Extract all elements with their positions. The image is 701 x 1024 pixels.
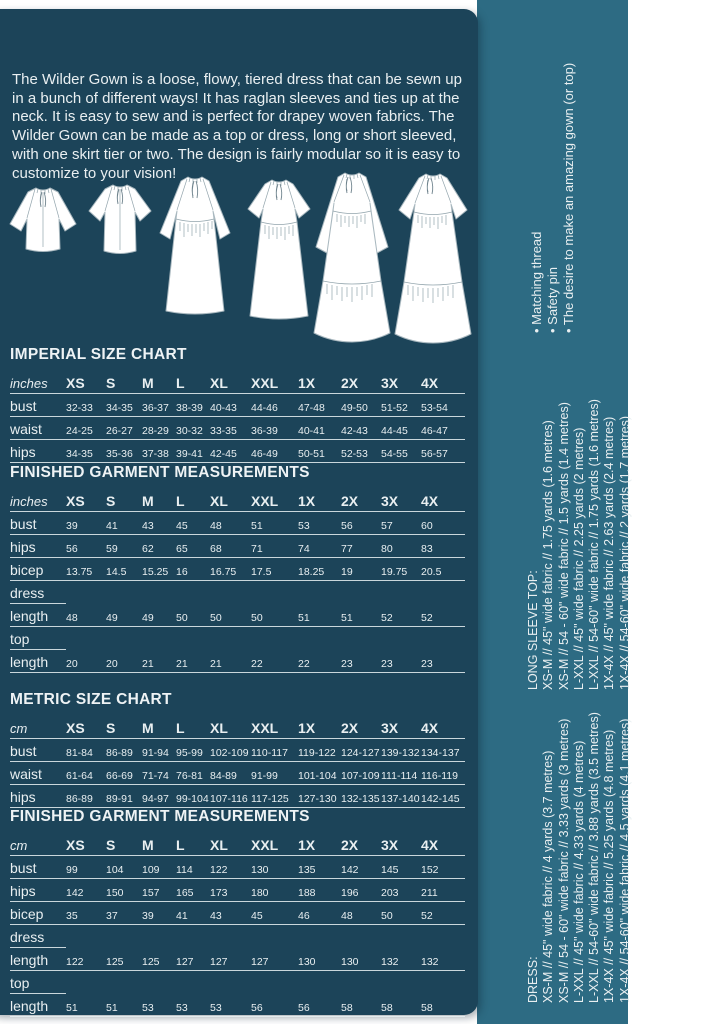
- table-cell: 56: [341, 512, 381, 535]
- size-column-header: S: [106, 716, 142, 739]
- size-column-header: XL: [210, 716, 251, 739]
- imperial-finished-measurements-section: [10, 464, 465, 673]
- table-cell: 36-39: [251, 417, 298, 440]
- table-cell: 51: [66, 994, 106, 1017]
- table-cell: 42-43: [341, 417, 381, 440]
- table-row: [10, 394, 465, 417]
- row-label: bicep: [10, 558, 66, 581]
- table-row: [10, 994, 465, 1017]
- table-cell: 50: [381, 902, 421, 925]
- size-column-header: 2X: [341, 833, 381, 856]
- table-cell: 33-35: [210, 417, 251, 440]
- table-cell: 14.5: [106, 558, 142, 581]
- table-cell: 20.5: [421, 558, 465, 581]
- table-cell: 81-84: [66, 739, 106, 762]
- table-cell: 132: [421, 948, 465, 971]
- table-cell: 91-94: [142, 739, 176, 762]
- table-cell: 40-41: [298, 417, 341, 440]
- row-label: top: [10, 971, 66, 994]
- table-cell: 28-29: [142, 417, 176, 440]
- table-cell: 53-54: [421, 394, 465, 417]
- size-column-header: 4X: [421, 489, 465, 512]
- table-row: [10, 948, 465, 971]
- table-cell: 50: [210, 604, 251, 627]
- section-title: IMPERIAL SIZE CHART: [10, 346, 187, 363]
- table-cell: 41: [106, 512, 142, 535]
- table-cell: 137-140: [381, 785, 421, 808]
- table-cell: 15.25: [142, 558, 176, 581]
- table-cell: 94-97: [142, 785, 176, 808]
- table-cell: 119-122: [298, 739, 341, 762]
- table-cell: 95-99: [176, 739, 210, 762]
- table-cell: 35-36: [106, 440, 142, 463]
- table-cell: 125: [106, 948, 142, 971]
- table-cell: 39-41: [176, 440, 210, 463]
- section-title: FINISHED GARMENT MEASUREMENTS: [10, 464, 310, 481]
- table-cell: 51-52: [381, 394, 421, 417]
- fabric-block-title: DRESS:: [526, 956, 540, 1003]
- table-cell: 66-69: [106, 762, 142, 785]
- intro-paragraph: The Wilder Gown is a loose, flowy, tiered dress that can be sewn up in a bunch of different ways! It has raglan sleeves and ties up at the neck. It is easy to sew and is perfect for drapey woven fabrics. The Wilder Gown can be made as a top or dress, long or short sleeved, with one skirt tier or two. The design is fairly modular so it is easy to customize to your vision!: [12, 71, 462, 182]
- table-cell: 38-39: [176, 394, 210, 417]
- row-label: bicep: [10, 902, 66, 925]
- garment-long-sleeve-top-icon: [8, 183, 78, 257]
- table-cell: 58: [421, 994, 465, 1017]
- metric-finished-measurements-section: [10, 808, 465, 1017]
- size-column-header: XL: [210, 371, 251, 394]
- table-cell: 59: [106, 535, 142, 558]
- table-cell: 135: [298, 856, 341, 879]
- table-cell: 80: [381, 535, 421, 558]
- table-cell: 188: [298, 879, 341, 902]
- section-title: FINISHED GARMENT MEASUREMENTS: [10, 808, 310, 825]
- table-cell: 127: [176, 948, 210, 971]
- row-label: top: [10, 627, 66, 650]
- row-label: length: [10, 948, 66, 971]
- table-cell: 53: [142, 994, 176, 1017]
- table-cell: 57: [381, 512, 421, 535]
- table-row: [10, 558, 465, 581]
- fabric-requirement-line: L-XXL // 54-60" wide fabric // 3.88 yards (3.5 metres): [587, 712, 602, 1003]
- row-label: bust: [10, 739, 66, 762]
- table-cell: 142: [66, 879, 106, 902]
- size-column-header: S: [106, 371, 142, 394]
- table-cell: 35: [66, 902, 106, 925]
- size-column-header: XXL: [251, 716, 298, 739]
- size-header-row: [10, 833, 465, 856]
- table-cell: 211: [421, 879, 465, 902]
- table-cell: 86-89: [66, 785, 106, 808]
- fabric-requirement-line: 1X-4X // 45" wide fabric // 2.63 yards (2.4 metres): [602, 416, 617, 690]
- table-cell: 116-119: [421, 762, 465, 785]
- table-cell: 150: [106, 879, 142, 902]
- notions-list: [529, 63, 577, 333]
- table-cell: 132: [381, 948, 421, 971]
- table-cell: 39: [142, 902, 176, 925]
- fabric-requirement-line: XS-M // 54 - 60" wide fabric // 1.5 yards (1.4 metres): [556, 402, 571, 690]
- table-cell: 127: [210, 948, 251, 971]
- size-column-header: 1X: [298, 716, 341, 739]
- table-cell: 117-125: [251, 785, 298, 808]
- table-cell: 145: [381, 856, 421, 879]
- table-cell: 49-50: [341, 394, 381, 417]
- table-cell: 16.75: [210, 558, 251, 581]
- size-column-header: L: [176, 489, 210, 512]
- size-table: [10, 716, 465, 808]
- table-row: [10, 417, 465, 440]
- table-cell: 65: [176, 535, 210, 558]
- table-cell: 62: [142, 535, 176, 558]
- table-row: [10, 762, 465, 785]
- row-label: hips: [10, 535, 66, 558]
- table-row: [10, 856, 465, 879]
- unit-label: inches: [10, 371, 66, 394]
- fabric-requirements-long-sleeve-top: [526, 350, 633, 690]
- table-cell: 124-127: [341, 739, 381, 762]
- table-cell: 125: [142, 948, 176, 971]
- table-cell: 71: [251, 535, 298, 558]
- table-cell: 45: [251, 902, 298, 925]
- unit-label: cm: [10, 716, 66, 739]
- size-column-header: M: [142, 833, 176, 856]
- table-cell: 56: [298, 994, 341, 1017]
- table-cell: 44-45: [381, 417, 421, 440]
- imperial-finished-table: [10, 489, 465, 673]
- table-cell: 76-81: [176, 762, 210, 785]
- size-column-header: 3X: [381, 833, 421, 856]
- table-cell: 30-32: [176, 417, 210, 440]
- table-cell: 46-47: [421, 417, 465, 440]
- table-cell: 203: [381, 879, 421, 902]
- table-cell: 56-57: [421, 440, 465, 463]
- table-cell: 84-89: [210, 762, 251, 785]
- main-panel: [0, 9, 478, 1015]
- table-row: [10, 971, 465, 994]
- size-column-header: XS: [66, 371, 106, 394]
- size-table: [10, 371, 465, 463]
- fabric-requirement-line: XS-M // 54 - 60" wide fabric // 3.33 yards (3 metres): [556, 718, 571, 1003]
- size-header-row: [10, 371, 465, 394]
- table-cell: 173: [210, 879, 251, 902]
- row-label: bust: [10, 512, 66, 535]
- table-row: [10, 627, 465, 650]
- fabric-requirement-line: 1X-4X // 54-60" wide fabric // 4.5 yards (4.1 metres): [617, 718, 632, 1003]
- row-label: hips: [10, 879, 66, 902]
- table-cell: 21: [210, 650, 251, 673]
- table-cell: 134-137: [421, 739, 465, 762]
- table-cell: 19: [341, 558, 381, 581]
- table-row: [10, 581, 465, 604]
- table-row: [10, 785, 465, 808]
- table-cell: 122: [66, 948, 106, 971]
- table-cell: 34-35: [66, 440, 106, 463]
- table-cell: 49: [142, 604, 176, 627]
- table-cell: 132-135: [341, 785, 381, 808]
- size-header-row: [10, 716, 465, 739]
- fabric-requirements-dress: [526, 679, 633, 1003]
- table-cell: 52: [421, 604, 465, 627]
- row-label: length: [10, 650, 66, 673]
- garment-long-sleeve-tiered-gown-icon: [312, 169, 392, 343]
- section-title: METRIC SIZE CHART: [10, 691, 172, 708]
- unit-label: cm: [10, 833, 66, 856]
- table-cell: 44-46: [251, 394, 298, 417]
- row-label: length: [10, 994, 66, 1017]
- table-cell: 130: [251, 856, 298, 879]
- garment-short-sleeve-midi-dress-icon: [244, 176, 314, 324]
- size-column-header: 2X: [341, 371, 381, 394]
- row-label: hips: [10, 440, 66, 463]
- fabric-requirement-line: 1X-4X // 45" wide fabric // 5.25 yards (4.8 metres): [602, 729, 617, 1003]
- table-cell: 21: [176, 650, 210, 673]
- table-row: [10, 879, 465, 902]
- table-cell: 51: [251, 512, 298, 535]
- size-column-header: XXL: [251, 489, 298, 512]
- size-column-header: M: [142, 716, 176, 739]
- size-column-header: L: [176, 833, 210, 856]
- size-column-header: 4X: [421, 833, 465, 856]
- size-column-header: XS: [66, 716, 106, 739]
- metric-size-chart-section: [10, 691, 465, 808]
- size-column-header: L: [176, 716, 210, 739]
- table-cell: 53: [176, 994, 210, 1017]
- size-column-header: 3X: [381, 489, 421, 512]
- row-label: dress: [10, 925, 66, 948]
- table-cell: 83: [421, 535, 465, 558]
- table-cell: [66, 581, 465, 604]
- table-cell: 48: [66, 604, 106, 627]
- table-cell: 48: [210, 512, 251, 535]
- row-label: bust: [10, 394, 66, 417]
- size-column-header: 2X: [341, 489, 381, 512]
- size-column-header: M: [142, 489, 176, 512]
- fabric-requirement-line: XS-M // 45" wide fabric // 1.75 yards (1.6 metres): [541, 420, 556, 690]
- garment-short-sleeve-tiered-gown-icon: [393, 170, 473, 344]
- row-label: dress: [10, 581, 66, 604]
- notion-item: • Safety pin: [545, 63, 561, 333]
- table-cell: 43: [142, 512, 176, 535]
- table-cell: 127-130: [298, 785, 341, 808]
- metric-finished-table: [10, 833, 465, 1017]
- table-cell: 32-33: [66, 394, 106, 417]
- size-table: [10, 833, 465, 1017]
- table-cell: 40-43: [210, 394, 251, 417]
- table-cell: 41: [176, 902, 210, 925]
- table-cell: 20: [66, 650, 106, 673]
- fabric-requirement-line: L-XXL // 54-60" wide fabric // 1.75 yards (1.6 metres): [587, 399, 602, 690]
- size-column-header: XL: [210, 833, 251, 856]
- size-column-header: M: [142, 371, 176, 394]
- size-column-header: XS: [66, 833, 106, 856]
- table-cell: 77: [341, 535, 381, 558]
- table-cell: 101-104: [298, 762, 341, 785]
- imperial-size-chart-section: [10, 346, 465, 463]
- table-cell: 142: [341, 856, 381, 879]
- table-cell: 53: [210, 994, 251, 1017]
- table-cell: 50: [176, 604, 210, 627]
- garment-short-sleeve-top-icon: [87, 180, 153, 260]
- size-table: [10, 489, 465, 673]
- table-cell: 110-117: [251, 739, 298, 762]
- table-cell: 99-104: [176, 785, 210, 808]
- size-column-header: 4X: [421, 371, 465, 394]
- table-cell: 180: [251, 879, 298, 902]
- table-cell: 51: [106, 994, 142, 1017]
- size-column-header: XL: [210, 489, 251, 512]
- table-cell: 107-109: [341, 762, 381, 785]
- row-label: waist: [10, 762, 66, 785]
- table-cell: 157: [142, 879, 176, 902]
- table-cell: 56: [251, 994, 298, 1017]
- table-cell: 18.25: [298, 558, 341, 581]
- garment-long-sleeve-midi-dress-icon: [157, 173, 233, 319]
- table-cell: 139-132: [381, 739, 421, 762]
- table-cell: 24-25: [66, 417, 106, 440]
- row-label: bust: [10, 856, 66, 879]
- size-column-header: XS: [66, 489, 106, 512]
- table-cell: 196: [341, 879, 381, 902]
- table-cell: 23: [421, 650, 465, 673]
- table-row: [10, 902, 465, 925]
- size-column-header: 1X: [298, 833, 341, 856]
- unit-label: inches: [10, 489, 66, 512]
- fabric-block-title: LONG SLEEVE TOP:: [526, 570, 540, 690]
- table-cell: 130: [298, 948, 341, 971]
- table-cell: 42-45: [210, 440, 251, 463]
- table-cell: 47-48: [298, 394, 341, 417]
- table-cell: 46-49: [251, 440, 298, 463]
- size-column-header: S: [106, 489, 142, 512]
- table-cell: 37: [106, 902, 142, 925]
- table-cell: 49: [106, 604, 142, 627]
- table-cell: 122: [210, 856, 251, 879]
- size-column-header: 2X: [341, 716, 381, 739]
- table-cell: 13.75: [66, 558, 106, 581]
- table-cell: 102-109: [210, 739, 251, 762]
- table-cell: 48: [341, 902, 381, 925]
- notion-item: • The desire to make an amazing gown (or top): [561, 63, 577, 333]
- table-cell: 37-38: [142, 440, 176, 463]
- notion-item: • Matching thread: [529, 63, 545, 333]
- table-cell: 26-27: [106, 417, 142, 440]
- size-column-header: 1X: [298, 371, 341, 394]
- table-cell: 21: [142, 650, 176, 673]
- size-column-header: S: [106, 833, 142, 856]
- table-cell: 53: [298, 512, 341, 535]
- table-cell: 104: [106, 856, 142, 879]
- table-cell: 61-64: [66, 762, 106, 785]
- table-cell: 86-89: [106, 739, 142, 762]
- imperial-size-table: [10, 371, 465, 463]
- table-cell: 17.5: [251, 558, 298, 581]
- table-cell: 36-37: [142, 394, 176, 417]
- row-label: hips: [10, 785, 66, 808]
- fabric-requirement-line: L-XXL // 45" wide fabric // 2.25 yards (2 metres): [571, 427, 586, 690]
- table-row: [10, 739, 465, 762]
- table-cell: 45: [176, 512, 210, 535]
- table-cell: 16: [176, 558, 210, 581]
- table-cell: 68: [210, 535, 251, 558]
- table-cell: 54-55: [381, 440, 421, 463]
- size-column-header: 3X: [381, 371, 421, 394]
- size-column-header: L: [176, 371, 210, 394]
- table-row: [10, 512, 465, 535]
- table-cell: 22: [298, 650, 341, 673]
- table-cell: 89-91: [106, 785, 142, 808]
- size-column-header: XXL: [251, 833, 298, 856]
- table-row: [10, 650, 465, 673]
- table-cell: 109: [142, 856, 176, 879]
- garment-illustrations: [8, 169, 474, 353]
- size-column-header: XXL: [251, 371, 298, 394]
- table-row: [10, 535, 465, 558]
- table-cell: 127: [251, 948, 298, 971]
- table-cell: 23: [381, 650, 421, 673]
- fabric-requirement-line: XS-M // 45" wide fabric // 4 yards (3.7 metres): [541, 750, 556, 1003]
- table-cell: 165: [176, 879, 210, 902]
- table-cell: 20: [106, 650, 142, 673]
- table-row: [10, 440, 465, 463]
- table-cell: 52-53: [341, 440, 381, 463]
- table-cell: 111-114: [381, 762, 421, 785]
- table-cell: 19.75: [381, 558, 421, 581]
- table-cell: 56: [66, 535, 106, 558]
- table-cell: 60: [421, 512, 465, 535]
- table-cell: 23: [341, 650, 381, 673]
- table-cell: 91-99: [251, 762, 298, 785]
- table-cell: 71-74: [142, 762, 176, 785]
- table-cell: 58: [341, 994, 381, 1017]
- table-cell: 46: [298, 902, 341, 925]
- table-cell: 74: [298, 535, 341, 558]
- table-cell: 152: [421, 856, 465, 879]
- table-cell: 114: [176, 856, 210, 879]
- table-cell: 52: [421, 902, 465, 925]
- table-cell: 51: [341, 604, 381, 627]
- table-row: [10, 925, 465, 948]
- table-cell: [66, 925, 465, 948]
- table-cell: 130: [341, 948, 381, 971]
- table-cell: 39: [66, 512, 106, 535]
- table-cell: 52: [381, 604, 421, 627]
- size-header-row: [10, 489, 465, 512]
- size-column-header: 3X: [381, 716, 421, 739]
- row-label: waist: [10, 417, 66, 440]
- table-row: [10, 604, 465, 627]
- table-cell: 142-145: [421, 785, 465, 808]
- table-cell: 51: [298, 604, 341, 627]
- table-cell: 99: [66, 856, 106, 879]
- table-cell: 58: [381, 994, 421, 1017]
- table-cell: 50-51: [298, 440, 341, 463]
- table-cell: 22: [251, 650, 298, 673]
- metric-size-table: [10, 716, 465, 808]
- fabric-requirement-line: 1X-4X // 54-60" wide fabric // 2 yards (1.7 metres): [617, 416, 632, 690]
- size-column-header: 1X: [298, 489, 341, 512]
- fabric-requirement-line: L-XXL // 45" wide fabric // 4.33 yards (4 metres): [571, 740, 586, 1003]
- row-label: length: [10, 604, 66, 627]
- table-cell: 50: [251, 604, 298, 627]
- size-column-header: 4X: [421, 716, 465, 739]
- table-cell: 43: [210, 902, 251, 925]
- table-cell: [66, 627, 465, 650]
- table-cell: 107-116: [210, 785, 251, 808]
- table-cell: 34-35: [106, 394, 142, 417]
- table-cell: [66, 971, 465, 994]
